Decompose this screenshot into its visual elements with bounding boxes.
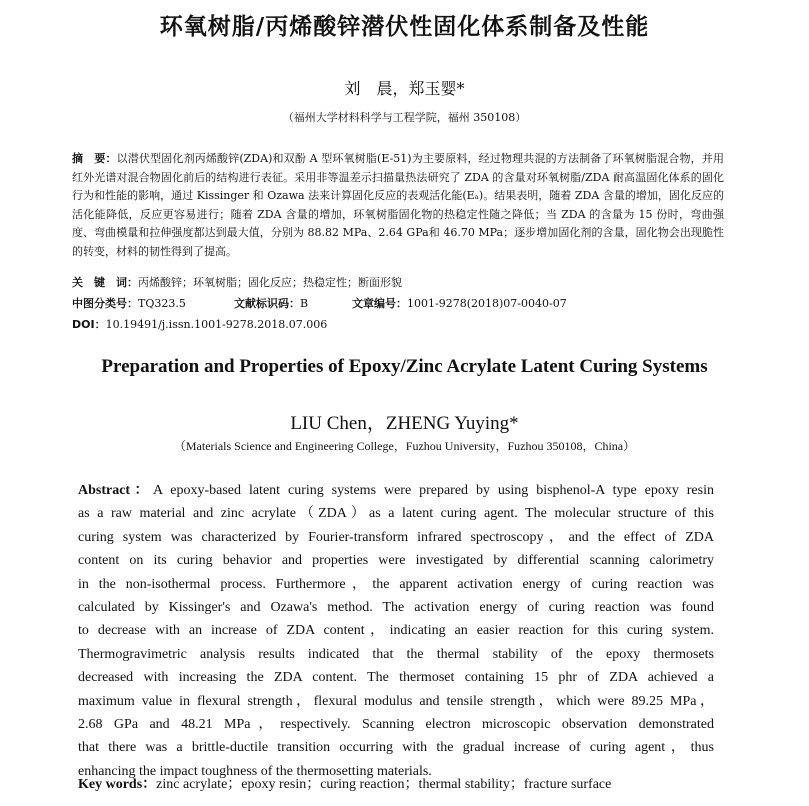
- article-no-row: [352, 295, 567, 311]
- english-keywords: zinc acrylate；epoxy resin；curing reaction；thermal stability；fracture surface: [156, 777, 612, 792]
- abstract-line: in the non-isothermal process. Furthermore，the apparent activation energy of curing reaction was: [78, 576, 714, 592]
- chinese-affiliation: （福州大学材料科学与工程学院，福州 350108）: [282, 111, 527, 124]
- abstract-line: decreased with increasing the ZDA content. The thermoset containing 15 phr of ZDA achieved a: [78, 670, 714, 686]
- english-title: Preparation and Properties of Epoxy/Zinc Acrylate Latent Curing Systems: [101, 356, 708, 377]
- chinese-keywords: 丙烯酸锌；环氧树脂；固化反应；热稳定性；断面形貌: [138, 276, 402, 289]
- chinese-abstract-label: 摘 要：: [72, 152, 117, 165]
- clc-label: 中图分类号：: [72, 297, 138, 310]
- doi-label: DOI：: [72, 318, 106, 331]
- chinese-abstract-text: 以潜伏型固化剂丙烯酸锌(ZDA)和双酚 A 型环氧树脂(E-51)为主要原料，经过物理共混的方法制备了环氧树脂混合物，并用红外光谱对混合物固化前后的结构进行表征。采用非等温差示扫描量热法研究了 ZDA 的含量对环氧树脂/ZDA 耐高温固化体系的固化行为和性能的影响，通过 Kissinger 和 Ozawa 法来计算固化反应的表观活化能(Eₐ)。结果表明，随着 ZDA 含量的增加，固化反应的活化能降低，反应更容易进行；随着 ZDA 含量的增加，环氧树脂固化物的热稳定性随之降低；当 ZDA 的含量为 15 份时，弯曲强度、弯曲模量和拉伸强度都达到最大值，分别为 88.82 MPa、2.64 GPa和 46.70 MPa；逐步增加固化剂的含量，固化物会出现脆性的转变，材料的韧性得到了提高。: [72, 152, 724, 258]
- clc-value: TQ323.5: [138, 297, 186, 310]
- english-keywords-row: [78, 773, 611, 793]
- doi-value: 10.19491/j.issn.1001-9278.2018.07.006: [105, 318, 328, 331]
- abstract-line: curing system was characterized by Fourier-transform infrared spectroscopy，and the effect of ZDA: [78, 529, 714, 545]
- doi-row: [72, 316, 327, 332]
- english-affiliation: （Materials Science and Engineering College，Fuzhou University，Fuzhou 350108，China）: [173, 439, 636, 453]
- abstract-line: calculated by Kissinger's and Ozawa's method. The activation energy of curing reaction was found: [78, 600, 714, 616]
- chinese-keywords-row: [72, 274, 402, 290]
- abstract-line: Abstract：A epoxy-based latent curing systems were prepared by using bisphenol-A type epoxy resin: [78, 483, 714, 498]
- english-authors: LIU Chen，ZHENG Yuying*: [290, 413, 519, 434]
- abstract-line: that there was a brittle-ductile transition occurring with the gradual increase of curing agent，thus: [78, 740, 714, 756]
- english-abstract-label: Abstract：: [78, 483, 153, 498]
- abstract-line: as a raw material and zinc acrylate（ZDA）as a latent curing agent. The molecular structure of this: [78, 506, 714, 522]
- abstract-line: Thermogravimetric analysis results indicated that the thermal stability of the epoxy thermosets: [78, 646, 714, 662]
- english-keywords-label: Key words：: [78, 777, 157, 792]
- abstract-line: maximum value in flexural strength，flexural modulus and tensile strength，which were 89.25 MPa，: [78, 693, 714, 709]
- doc-code-row: [234, 295, 308, 311]
- classification-row: [72, 295, 186, 311]
- chinese-abstract: [72, 150, 724, 261]
- article-no-label: 文章编号：: [352, 297, 407, 310]
- english-abstract: [78, 479, 714, 783]
- chinese-keywords-label: 关 键 词：: [72, 276, 138, 289]
- doc-code-label: 文献标识码：: [234, 297, 300, 310]
- doc-code-value: B: [300, 297, 309, 310]
- abstract-line: to decrease with an increase of ZDA content，indicating an easier reaction for this curing system.: [78, 623, 714, 639]
- article-no-value: 1001-9278(2018)07-0040-07: [407, 297, 567, 310]
- chinese-authors: 刘 晨，郑玉婴*: [344, 79, 465, 98]
- chinese-title: 环氧树脂/丙烯酸锌潜伏性固化体系制备及性能: [159, 14, 650, 40]
- abstract-line: 2.68 GPa and 48.21 MPa，respectively. Scanning electron microscopic observation demonstrated: [78, 717, 714, 733]
- abstract-line: content on its curing behavior and properties were investigated by differential scanning calorimetry: [78, 553, 714, 569]
- abstract-line: enhancing the impact toughness of the thermosetting materials.: [78, 763, 432, 779]
